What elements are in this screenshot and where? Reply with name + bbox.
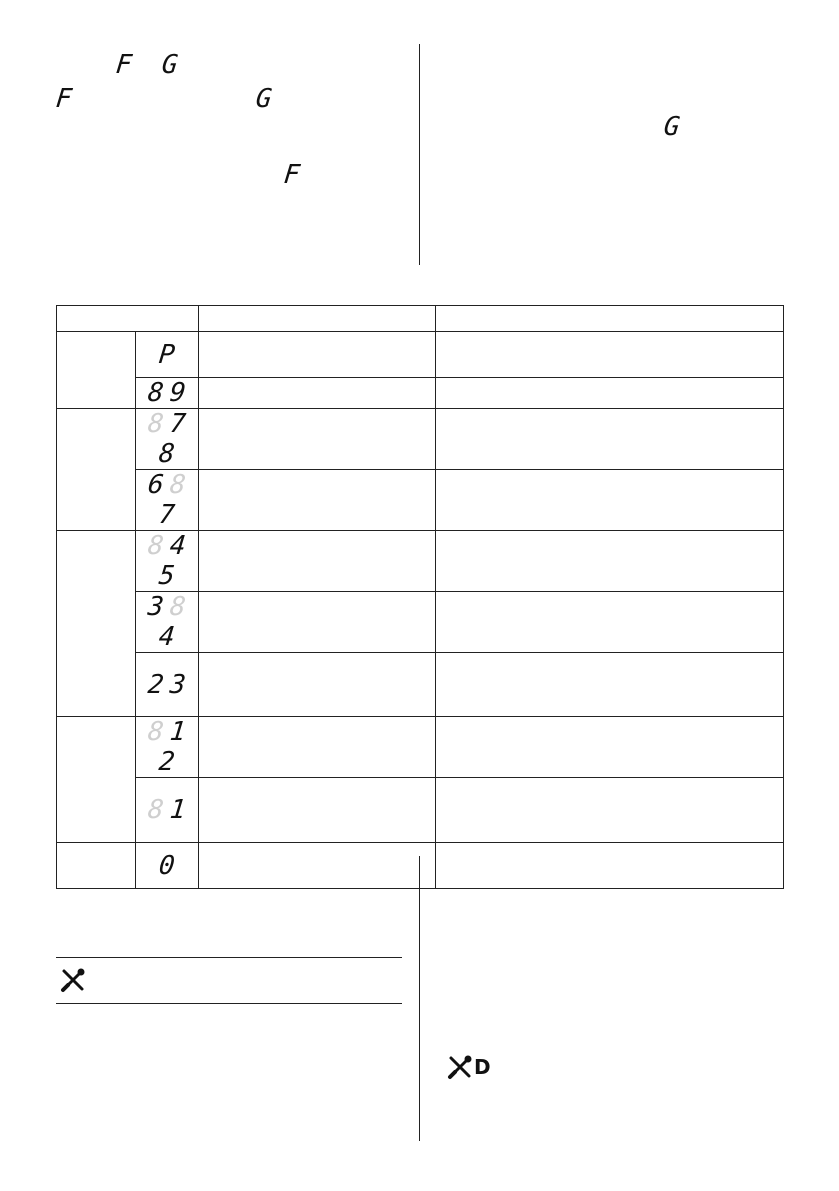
segment-digit: 8: [146, 378, 166, 408]
note-rule-bottom: [56, 1003, 402, 1004]
segment-digit: 6: [146, 470, 166, 500]
segment-digit: 3: [146, 592, 166, 622]
level-digits: [136, 717, 199, 778]
table-cell: [199, 778, 436, 843]
level-digits: [136, 653, 199, 717]
segment-glyph-f: F: [282, 160, 302, 190]
group-cell: [57, 843, 136, 889]
segment-glyph-f: F: [114, 50, 134, 80]
segment-digit: P: [157, 339, 177, 370]
group-cell: [57, 332, 136, 409]
segment-glyph-f: F: [54, 84, 74, 114]
level-digits: [136, 592, 199, 653]
table-header-cell: [57, 306, 199, 332]
table-header-cell: [436, 306, 784, 332]
segment-digit-unlit: 8: [168, 470, 188, 500]
segment-digit-unlit: 8: [146, 795, 166, 825]
table-row: [57, 409, 784, 470]
table-row: [57, 592, 784, 653]
level-digits: [136, 378, 199, 409]
table-cell: [436, 717, 784, 778]
wrench-screwdriver-icon: [60, 967, 86, 993]
segment-digit: 8: [157, 439, 177, 469]
segment-digit: 1: [168, 795, 188, 825]
segment-digit: 5: [157, 561, 177, 591]
segment-digit: 1: [168, 717, 188, 747]
table-cell: [199, 332, 436, 378]
segment-digit: 3: [168, 669, 188, 700]
table-header-row: [57, 306, 784, 332]
segment-glyph-g: G: [662, 112, 682, 142]
table-cell: [436, 653, 784, 717]
table-header-cell: [199, 306, 436, 332]
table-cell: [199, 843, 436, 889]
segment-digit-unlit: 8: [146, 531, 166, 561]
level-digits: [136, 843, 199, 889]
table-row: [57, 778, 784, 843]
segment-digit: 7: [157, 500, 177, 530]
table-cell: [436, 470, 784, 531]
table-row: [57, 332, 784, 378]
group-cell: [57, 409, 136, 531]
table-cell: [199, 653, 436, 717]
table-cell: [436, 332, 784, 378]
table-cell: [436, 592, 784, 653]
table-row: [57, 470, 784, 531]
level-digits: [136, 531, 199, 592]
segment-digit-unlit: 8: [146, 717, 166, 747]
segment-digit-unlit: 8: [146, 409, 166, 439]
segment-digit: 0: [157, 850, 177, 881]
table-cell: [436, 378, 784, 409]
segment-digit: 2: [157, 747, 177, 777]
level-digits: [136, 778, 199, 843]
mode-letter-d: D: [474, 1055, 491, 1079]
segment-digit: 4: [157, 622, 177, 652]
segment-digit: 7: [168, 409, 188, 439]
segment-digit: 2: [146, 669, 166, 700]
table-cell: [436, 843, 784, 889]
table-row: [57, 717, 784, 778]
table-cell: [436, 531, 784, 592]
table-cell: [199, 409, 436, 470]
level-digits: [136, 409, 199, 470]
group-cell: [57, 531, 136, 717]
group-cell: [57, 717, 136, 843]
table-row: [57, 843, 784, 889]
segment-glyph-g: G: [160, 50, 180, 80]
segment-digit: 9: [168, 378, 188, 408]
column-divider: [419, 856, 420, 1141]
segment-glyph-g: G: [254, 84, 274, 114]
table-cell: [436, 409, 784, 470]
segment-digit: 4: [168, 531, 188, 561]
table-cell: [436, 778, 784, 843]
table-cell: [199, 470, 436, 531]
wrench-screwdriver-icon: [447, 1054, 473, 1080]
table-cell: [199, 717, 436, 778]
level-digits: [136, 470, 199, 531]
table-row: [57, 653, 784, 717]
level-digits: [136, 332, 199, 378]
table-row: [57, 378, 784, 409]
segment-digit-unlit: 8: [168, 592, 188, 622]
table-cell: [199, 531, 436, 592]
table-row: [57, 531, 784, 592]
power-level-table: [56, 305, 784, 889]
column-divider: [419, 44, 420, 265]
note-rule-top: [56, 957, 402, 958]
table-cell: [199, 378, 436, 409]
table-cell: [199, 592, 436, 653]
